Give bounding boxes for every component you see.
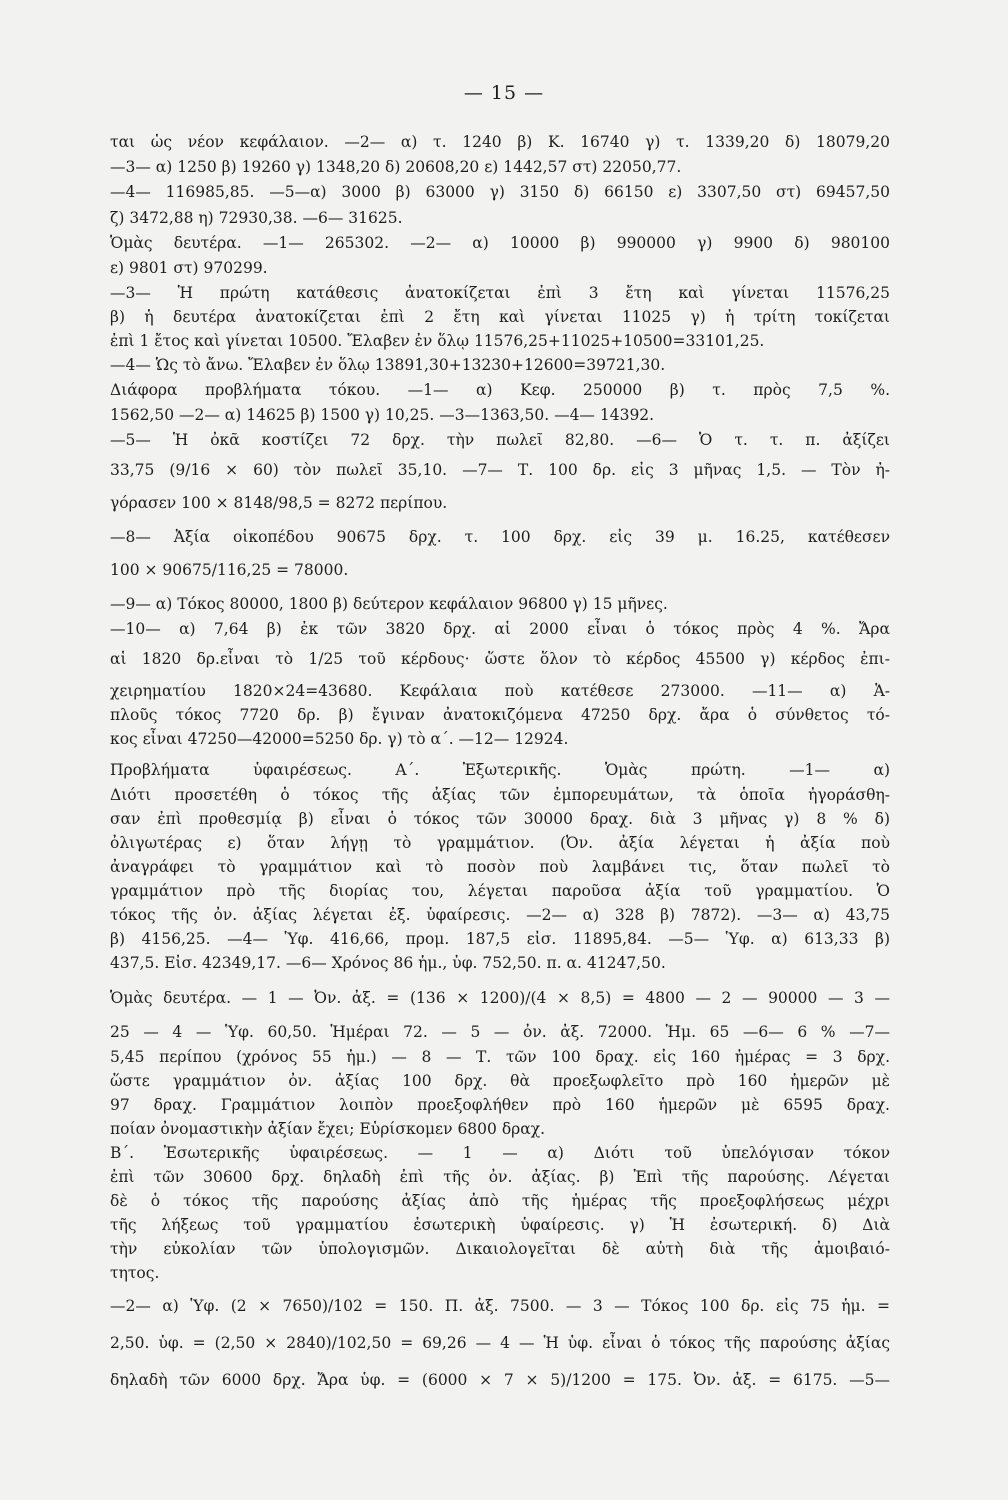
- text-line: ται ὡς νέον κεφάλαιον. —2— α) τ. 1240 β) Κ. 16740 γ) τ. 1339,20 δ) 18079,20: [110, 133, 890, 151]
- text-line: τὴν εὐκολίαν τῶν ὑπολογισμῶν. Δικαιολογεῖται δὲ αὐτὴ διὰ τῆς ἀμοιβαιό-: [110, 1240, 890, 1258]
- text-line: Προβλήματα ὑφαιρέσεως. Α΄. Ἐξωτερικῆς. Ὁμὰς πρώτη. —1— α): [110, 761, 890, 779]
- text-line: αἱ 1820 δρ.εἶναι τὸ 1/25 τοῦ κέρδους· ὥστε ὅλον τὸ κέρδος 45500 γ) κέρδος ἐπι-: [110, 650, 890, 668]
- text-line: —4— Ὡς τὸ ἄνω. Ἔλαβεν ἐν ὅλῳ 13891,30+13230+12600=39721,30.: [110, 356, 666, 374]
- text-line: Ὁμὰς δευτέρα. —1— 265302. —2— α) 10000 β) 990000 γ) 9900 δ) 980100: [110, 234, 890, 252]
- text-line: τῆς λήξεως τοῦ γραμματίου ἐσωτερικὴ ὑφαίρεσις. γ) Ἡ ἐσωτερική. δ) Διὰ: [110, 1216, 890, 1234]
- page-number: — 15 —: [463, 82, 545, 104]
- text-line: β) 4156,25. —4— Ὑφ. 416,66, προμ. 187,5 εἰσ. 11895,84. —5— Ὑφ. α) 613,33 β): [110, 930, 890, 948]
- text-line: ποίαν ὀνομαστικὴν ἀξίαν ἔχει; Εὑρίσκομεν 6800 δραχ.: [110, 1120, 546, 1138]
- text-line: 5,45 περίπου (χρόνος 55 ἡμ.) — 8 — Τ. τῶν 100 δραχ. εἰς 160 ἡμέρας = 3 δρχ.: [110, 1048, 890, 1066]
- text-line: —9— α) Τόκος 80000, 1800 β) δεύτερον κεφάλαιον 96800 γ) 15 μῆνες.: [110, 595, 668, 613]
- text-line: γόρασεν 100 × 8148/98,5 = 8272 περίπου.: [110, 494, 448, 512]
- text-line: 2,50. ὑφ. = (2,50 × 2840)/102,50 = 69,26 — 4 — Ἡ ὑφ. εἶναι ὁ τόκος τῆς παρούσης ἀξίας: [110, 1334, 890, 1352]
- text-line: σαν ἐπὶ προθεσμίᾳ β) εἶναι ὁ τόκος τῶν 30000 δραχ. διὰ 3 μῆνας γ) 8 % δ): [110, 810, 890, 828]
- text-line: πλοῦς τόκος 7720 δρ. β) ἔγιναν ἀνατοκιζόμενα 47250 δρχ. ἄρα ὁ σύνθετος τό-: [110, 706, 890, 724]
- text-line: ε) 9801 στ) 970299.: [110, 259, 268, 277]
- text-line: 1562,50 —2— α) 14625 β) 1500 γ) 10,25. —3—1363,50. —4— 14392.: [110, 406, 655, 424]
- text-line: 33,75 (9/16 × 60) τὸν πωλεῖ 35,10. —7— Τ. 100 δρ. εἰς 3 μῆνας 1,5. — Τὸν ἠ-: [110, 461, 890, 479]
- text-line: ἀναγράφει τὸ γραμμάτιον καὶ τὸ ποσὸν ποὺ λαμβάνει τις, ὅταν πωλεῖ τὸ: [110, 858, 890, 876]
- text-line: —4— 116985,85. —5—α) 3000 β) 63000 γ) 3150 δ) 66150 ε) 3307,50 στ) 69457,50: [110, 183, 890, 201]
- text-line: Διάφορα προβλήματα τόκου. —1— α) Κεφ. 250000 β) τ. πρὸς 7,5 %.: [110, 381, 890, 399]
- text-line: β) ἡ δευτέρα ἀνατοκίζεται ἐπὶ 2 ἔτη καὶ γίνεται 11025 γ) ἡ τρίτη τοκίζεται: [110, 308, 890, 326]
- text-line: 100 × 90675/116,25 = 78000.: [110, 561, 349, 579]
- text-line: χειρηματίου 1820×24=43680. Κεφάλαια ποὺ κατέθεσε 273000. —11— α) Ἁ-: [110, 682, 890, 700]
- text-line: δηλαδὴ τῶν 6000 δρχ. Ἄρα ὑφ. = (6000 × 7 × 5)/1200 = 175. Ὀν. ἀξ. = 6175. —5—: [110, 1371, 890, 1389]
- text-line: —2— α) Ὑφ. (2 × 7650)/102 = 150. Π. ἀξ. 7500. — 3 — Τόκος 100 δρ. εἰς 75 ἡμ. =: [110, 1297, 890, 1315]
- text-line: γραμμάτιον πρὸ τῆς διορίας του, λέγεται παροῦσα ἀξία τοῦ γραμματίου. Ὁ: [110, 882, 890, 900]
- text-line: —5— Ἡ ὀκᾶ κοστίζει 72 δρχ. τὴν πωλεῖ 82,80. —6— Ὁ τ. τ. π. ἀξίζει: [110, 431, 890, 449]
- text-line: τόκος τῆς ὀν. ἀξίας λέγεται ἐξ. ὑφαίρεσις. —2— α) 328 β) 7872). —3— α) 43,75: [110, 906, 890, 924]
- text-line: κος εἶναι 47250—42000=5250 δρ. γ) τὸ α΄. —12— 12924.: [110, 730, 569, 748]
- text-line: Β΄. Ἐσωτερικῆς ὑφαιρέσεως. — 1 — α) Διότι τοῦ ὑπελόγισαν τόκον: [110, 1144, 890, 1162]
- text-line: ὥστε γραμμάτιον ὀν. ἀξίας 100 δρχ. θὰ προεξωφλεῖτο πρὸ 160 ἡμερῶν μὲ: [110, 1072, 890, 1090]
- text-line: —3— α) 1250 β) 19260 γ) 1348,20 δ) 20608,20 ε) 1442,57 στ) 22050,77.: [110, 158, 682, 176]
- text-line: 97 δραχ. Γραμμάτιον λοιπὸν προεξοφλήθεν πρὸ 160 ἡμερῶν μὲ 6595 δραχ.: [110, 1096, 890, 1114]
- text-line: τητος.: [110, 1264, 160, 1282]
- text-line: —3— Ἡ πρώτη κατάθεσις ἀνατοκίζεται ἐπὶ 3 ἔτη καὶ γίνεται 11576,25: [110, 284, 890, 302]
- text-line: ὀλιγωτέρας ε) ὅταν λήγῃ τὸ γραμμάτιον. (Ὀν. ἀξία λέγεται ἡ ἀξία ποὺ: [110, 834, 890, 852]
- text-line: Διότι προσετέθη ὁ τόκος τῆς ἀξίας τῶν ἐμπορευμάτων, τὰ ὁποῖα ἠγοράσθη-: [110, 786, 890, 804]
- text-line: 437,5. Εἰσ. 42349,17. —6— Χρόνος 86 ἡμ., ὑφ. 752,50. π. α. 41247,50.: [110, 954, 666, 972]
- text-line: Ὁμὰς δευτέρα. — 1 — Ὀν. ἀξ. = (136 × 1200)/(4 × 8,5) = 4800 — 2 — 90000 — 3 —: [110, 989, 890, 1007]
- text-line: 25 — 4 — Ὑφ. 60,50. Ἡμέραι 72. — 5 — ὀν. ἀξ. 72000. Ἡμ. 65 —6— 6 % —7—: [110, 1023, 890, 1041]
- text-line: ἐπὶ τῶν 30600 δρχ. δηλαδὴ ἐπὶ τῆς ὀν. ἀξίας. β) Ἐπὶ τῆς παρούσης. Λέγεται: [110, 1168, 890, 1186]
- text-line: δὲ ὁ τόκος τῆς παρούσης ἀξίας ἀπὸ τῆς ἡμέρας τῆς προεξοφλήσεως μέχρι: [110, 1192, 890, 1210]
- text-line: ζ) 3472,88 η) 72930,38. —6— 31625.: [110, 209, 403, 227]
- text-line: ἐπὶ 1 ἔτος καὶ γίνεται 10500. Ἔλαβεν ἐν ὅλῳ 11576,25+11025+10500=33101,25.: [110, 332, 765, 350]
- text-line: —8— Ἀξία οἰκοπέδου 90675 δρχ. τ. 100 δρχ. εἰς 39 μ. 16.25, κατέθεσεν: [110, 528, 890, 546]
- text-line: —10— α) 7,64 β) ἐκ τῶν 3820 δρχ. αἱ 2000 εἶναι ὁ τόκος πρὸς 4 %. Ἄρα: [110, 620, 890, 638]
